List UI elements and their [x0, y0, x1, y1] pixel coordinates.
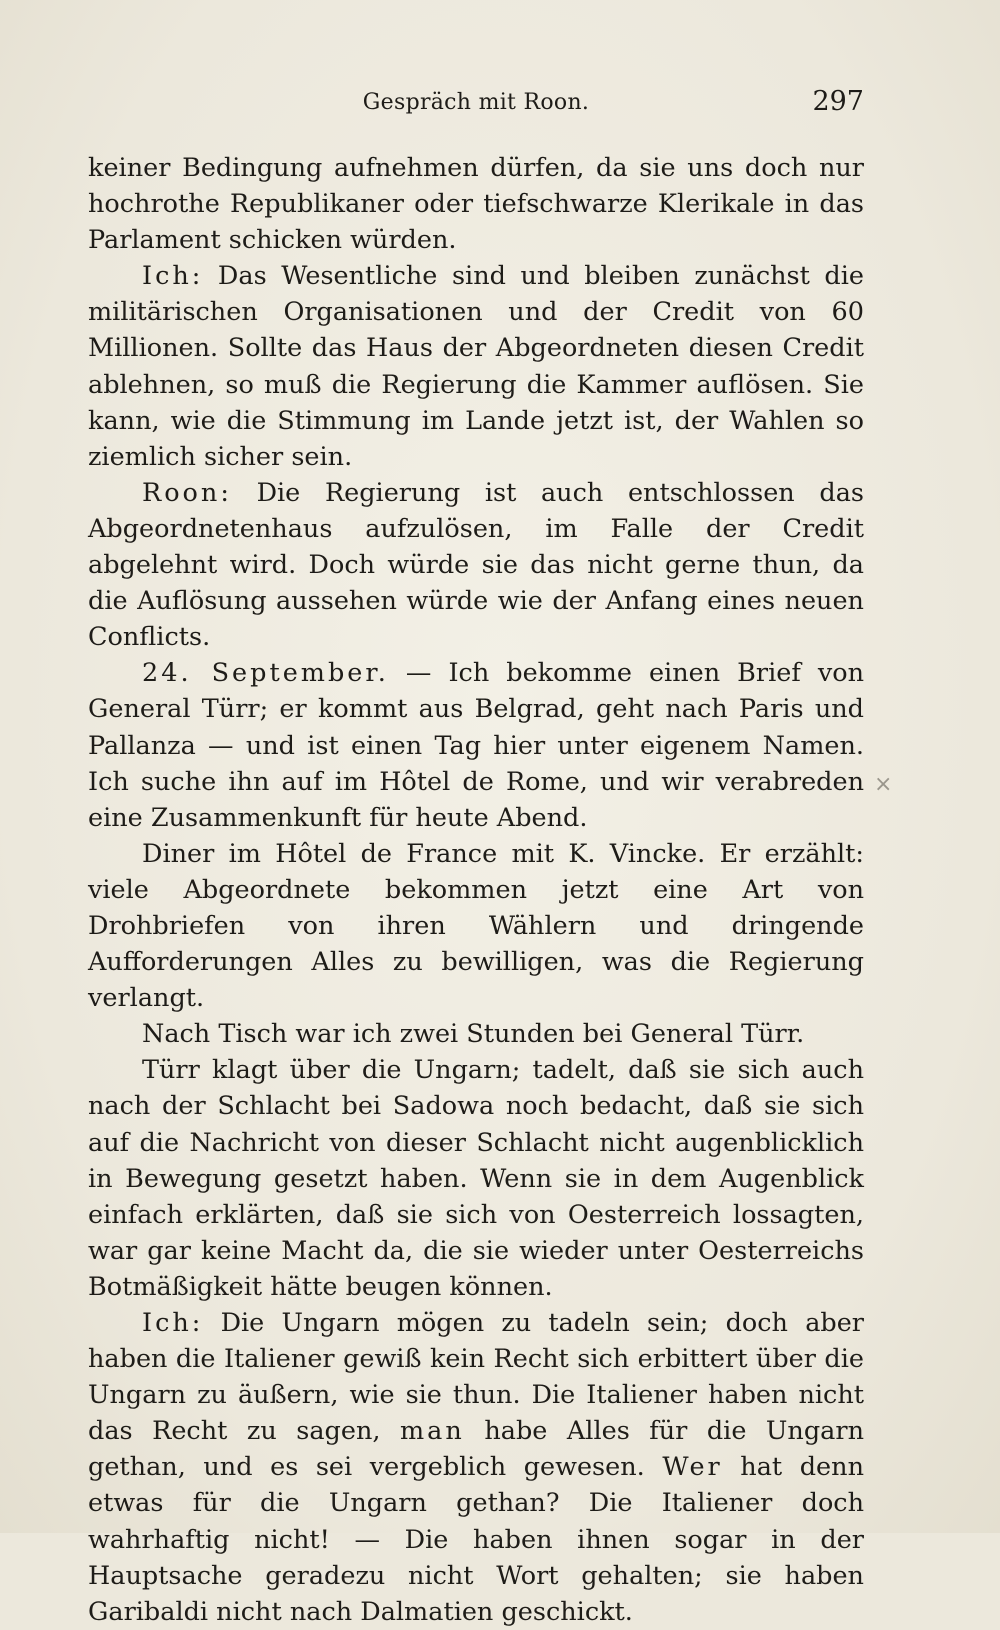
paragraph-7 [88, 1052, 864, 1305]
paragraph-8 [88, 1305, 864, 1630]
paragraph-text: keiner Bedingung aufnehmen dürfen, da sie uns doch nur hochrothe Republikaner oder tiefschwarze Klerikale in das Parlament schicken würden. [88, 153, 864, 256]
speaker-label: Roon: [142, 477, 232, 508]
paragraph-text: Die Ungarn mögen zu tadeln sein; doch aber haben die Italiener gewiß kein Recht sich erbittert über die Ungarn zu äußern, wie sie thun. Die Italiener haben nicht das Recht zu sagen, [88, 1308, 864, 1447]
paragraph-text: Diner im Hôtel de France mit K. Vincke. Er erzählt: viele Abgeordnete bekommen jetzt eine Art von Drohbriefen von ihren Wählern und dringende Aufforderungen Alles zu bewilligen, was die Regierung verlangt. [88, 838, 864, 1014]
paragraph-6 [88, 1016, 864, 1052]
paragraph-2 [88, 258, 864, 475]
speaker-label: Ich: [142, 261, 204, 292]
page-header [88, 86, 864, 126]
emphasis-text: man [400, 1416, 465, 1447]
date-label: 24. September. [142, 658, 389, 689]
paragraph-text: Die Regierung ist auch entschlossen das Abgeordnetenhaus aufzulösen, im Falle der Credit abgelehnt wird. Doch würde sie das nicht gerne thun, da die Auflösung aussehen würde wie der Anfang eines neuen Conflicts. [88, 477, 864, 653]
paragraph-3 [88, 475, 864, 655]
paragraph-text: Nach Tisch war ich zwei Stunden bei General Türr. [142, 1019, 805, 1050]
emphasis-text: Wer [662, 1452, 723, 1483]
paragraph-1 [88, 150, 864, 258]
paragraph-4 [88, 655, 864, 835]
paragraph-text: — Ich bekomme einen Brief von General Türr; er kommt aus Belgrad, geht nach Paris und Pallanza — und ist einen Tag hier unter eigenem Namen. Ich suche ihn auf im Hôtel de Rome, und wir verabreden eine Zusammenkunft für heute Abend. [88, 658, 864, 833]
speaker-label: Ich: [142, 1308, 204, 1338]
body-text [88, 150, 864, 1630]
paragraph-text: Türr klagt über die Ungarn; tadelt, daß sie sich auch nach der Schlacht bei Sadowa noch bedacht, daß sie sich auf die Nachricht von dieser Schlacht nicht augenblicklich in Bewegung gesetzt haben. Wenn sie in dem Augenblick einfach erklärten, daß sie sich von Oesterreich lossagten, war gar keine Macht da, die sie wieder unter Oesterreichs Botmäßigkeit hätte beugen können. [88, 1055, 864, 1302]
paragraph-5 [88, 836, 864, 1016]
margin-cross-mark: × [874, 772, 893, 797]
paragraph-text: habe Alles für die Ungarn gethan, und es sei vergeblich gewesen. [88, 1416, 864, 1483]
running-head: Gespräch mit Roon. [362, 90, 590, 115]
page-number: 297 [812, 86, 864, 117]
paragraph-text: Das Wesentliche sind und bleiben zunächst die militärischen Organisationen und der Credit von 60 Millionen. Sollte das Haus der Abgeordneten diesen Credit ablehnen, so muß die Regierung die Kammer auflösen. Sie kann, wie die Stimmung im Lande jetzt ist, der Wahlen so ziemlich sicher sein. [88, 261, 864, 472]
paragraph-text: hat denn etwas für die Ungarn gethan? Die Italiener doch wahrhaftig nicht! — Die haben ihnen sogar in der Hauptsache geradezu nicht Wort gehalten; sie haben Garibaldi nicht nach Dalmatien geschickt. [88, 1452, 864, 1627]
